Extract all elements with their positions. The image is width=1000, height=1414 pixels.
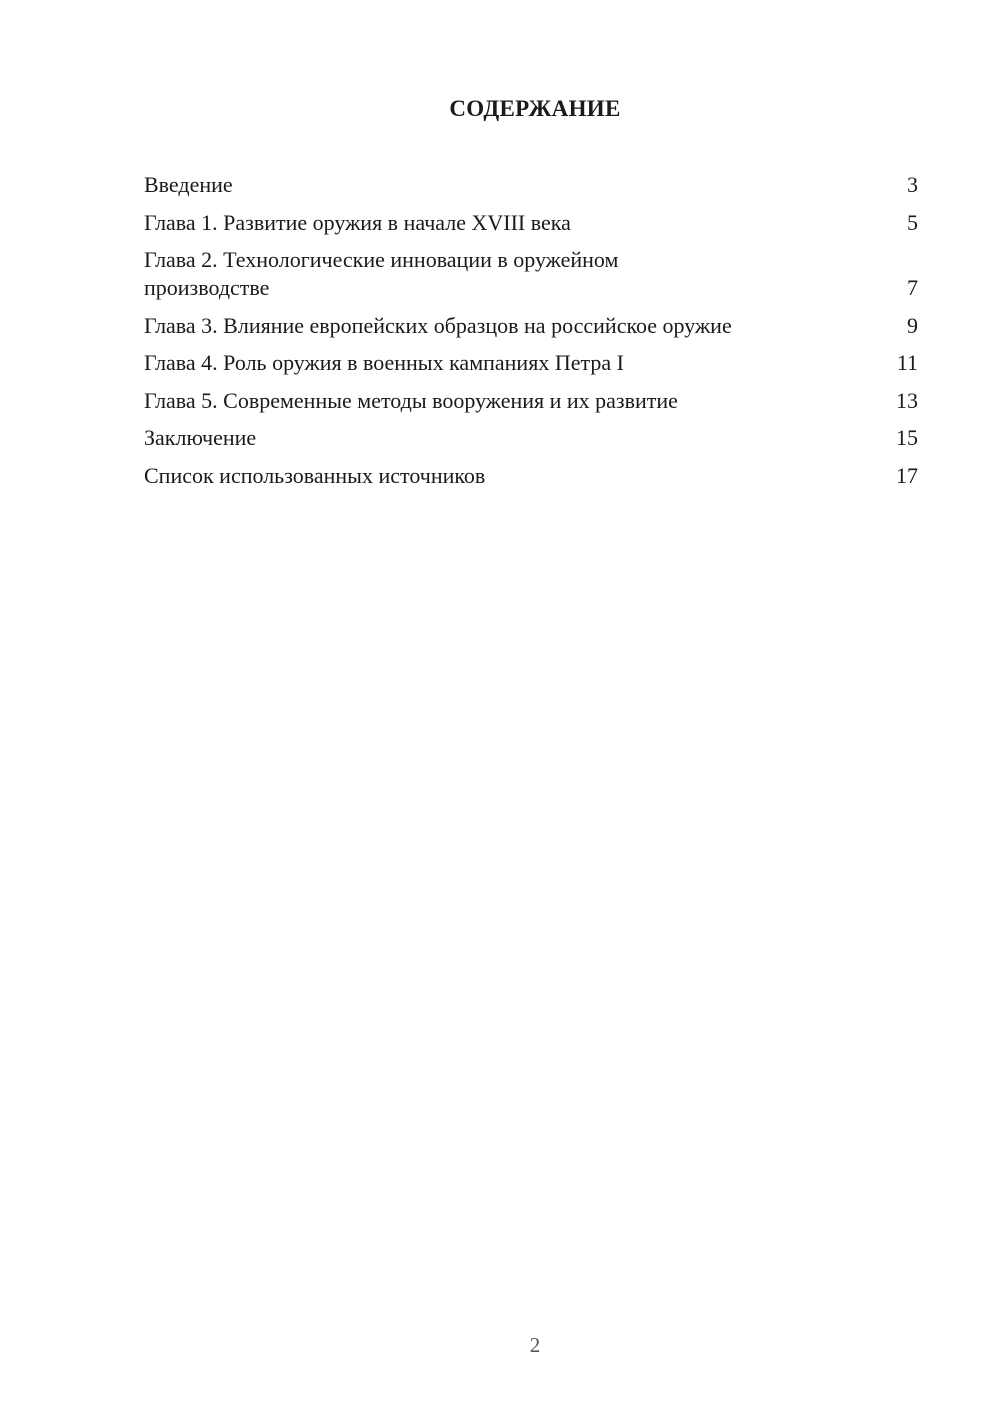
- toc-item-label: Глава 5. Современные методы вооружения и их развитие: [144, 387, 678, 413]
- toc-item-introduction: [144, 171, 918, 199]
- toc-item-page: 15: [896, 425, 918, 450]
- toc-item-label: Глава 2. Технологические инновации в оружейном производстве: [144, 247, 619, 300]
- toc-item-page: 3: [907, 172, 918, 197]
- toc-item-label: Список использованных источников: [144, 462, 486, 488]
- toc-item-label: Глава 3. Влияние европейских образцов на российское оружие: [144, 312, 732, 338]
- toc-item-page: 17: [896, 462, 918, 488]
- toc-item-references: [144, 462, 918, 490]
- toc-item-chapter-4: [144, 349, 918, 377]
- toc-item-chapter-2: [144, 246, 918, 302]
- toc-title: СОДЕРЖАНИЕ: [449, 96, 621, 121]
- toc-item-page: 5: [907, 209, 918, 235]
- toc-item-page: 9: [907, 312, 918, 338]
- toc-item-label: Заключение: [144, 425, 257, 450]
- toc-item-label: Введение: [144, 172, 233, 197]
- page-number: 2: [529, 1333, 541, 1357]
- toc-item-label: Глава 1. Развитие оружия в начале XVIII века: [144, 209, 571, 235]
- table-of-contents: [144, 171, 918, 499]
- toc-item-page: 11: [896, 350, 918, 375]
- toc-item-label: Глава 4. Роль оружия в военных кампаниях Петра I: [144, 350, 624, 375]
- toc-item-chapter-5: [144, 387, 918, 415]
- toc-item-chapter-1: [144, 209, 918, 237]
- toc-item-page: 7: [907, 275, 918, 300]
- toc-item-conclusion: [144, 424, 918, 452]
- toc-item-page: 13: [896, 387, 918, 413]
- toc-item-chapter-3: [144, 312, 918, 340]
